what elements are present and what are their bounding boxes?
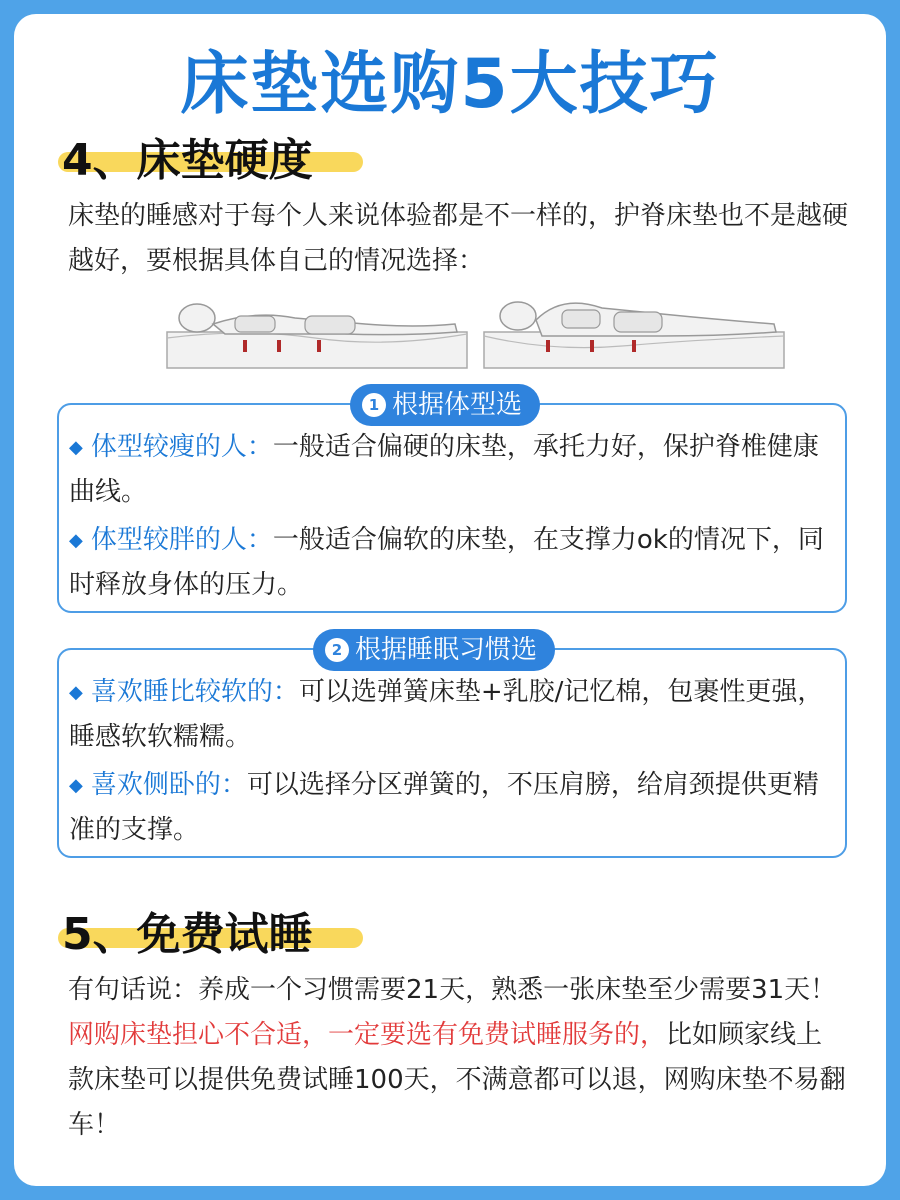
highlighted-warning: 网购床垫担心不合适，一定要选有免费试睡服务的， <box>68 1020 667 1050</box>
sleep-habit-box <box>57 648 847 858</box>
diamond-bullet-icon: ◆ <box>69 682 83 703</box>
diamond-bullet-icon: ◆ <box>69 530 83 551</box>
body-type-label: 1 根据体型选 <box>350 384 540 426</box>
number-2-icon: 2 <box>325 638 349 662</box>
diamond-bullet-icon: ◆ <box>69 437 83 458</box>
firm-mattress-illustration <box>165 290 470 372</box>
soft-mattress-illustration <box>482 290 787 372</box>
section-5-title: 5、免费试睡 <box>62 909 313 960</box>
list-item: ◆ 体型较瘦的人：一般适合偏硬的床垫，承托力好，保护脊椎健康曲线。 <box>69 432 819 507</box>
sleep-habit-label: 2 根据睡眠习惯选 <box>313 629 555 671</box>
section-4-title: 4、床垫硬度 <box>62 135 313 186</box>
list-item: ◆ 喜欢侧卧的：可以选择分区弹簧的，不压肩膀，给肩颈提供更精准的支撑。 <box>69 770 819 845</box>
section-5-text: 有句话说：养成一个习惯需要21天，熟悉一张床垫至少需要31天！网购床垫担心不合适，一定要选有免费试睡服务的，比如顾家线上款床垫可以提供免费试睡100天，不满意都可以退，网购床垫不易翻车！ <box>68 975 846 1140</box>
list-item: ◆ 体型较胖的人：一般适合偏软的床垫，在支撑力ok的情况下，同时释放身体的压力。 <box>69 525 824 600</box>
diamond-bullet-icon: ◆ <box>69 775 83 796</box>
number-1-icon: 1 <box>362 393 386 417</box>
body-type-box <box>57 403 847 613</box>
list-item: ◆ 喜欢睡比较软的：可以选弹簧床垫+乳胶/记忆棉，包裹性更强，睡感软软糯糯。 <box>69 677 824 752</box>
page-title: 床垫选购5大技巧 <box>180 45 720 124</box>
section-4-intro: 床垫的睡感对于每个人来说体验都是不一样的，护脊床垫也不是越硬越好，要根据具体自己的情况选择： <box>68 201 849 276</box>
